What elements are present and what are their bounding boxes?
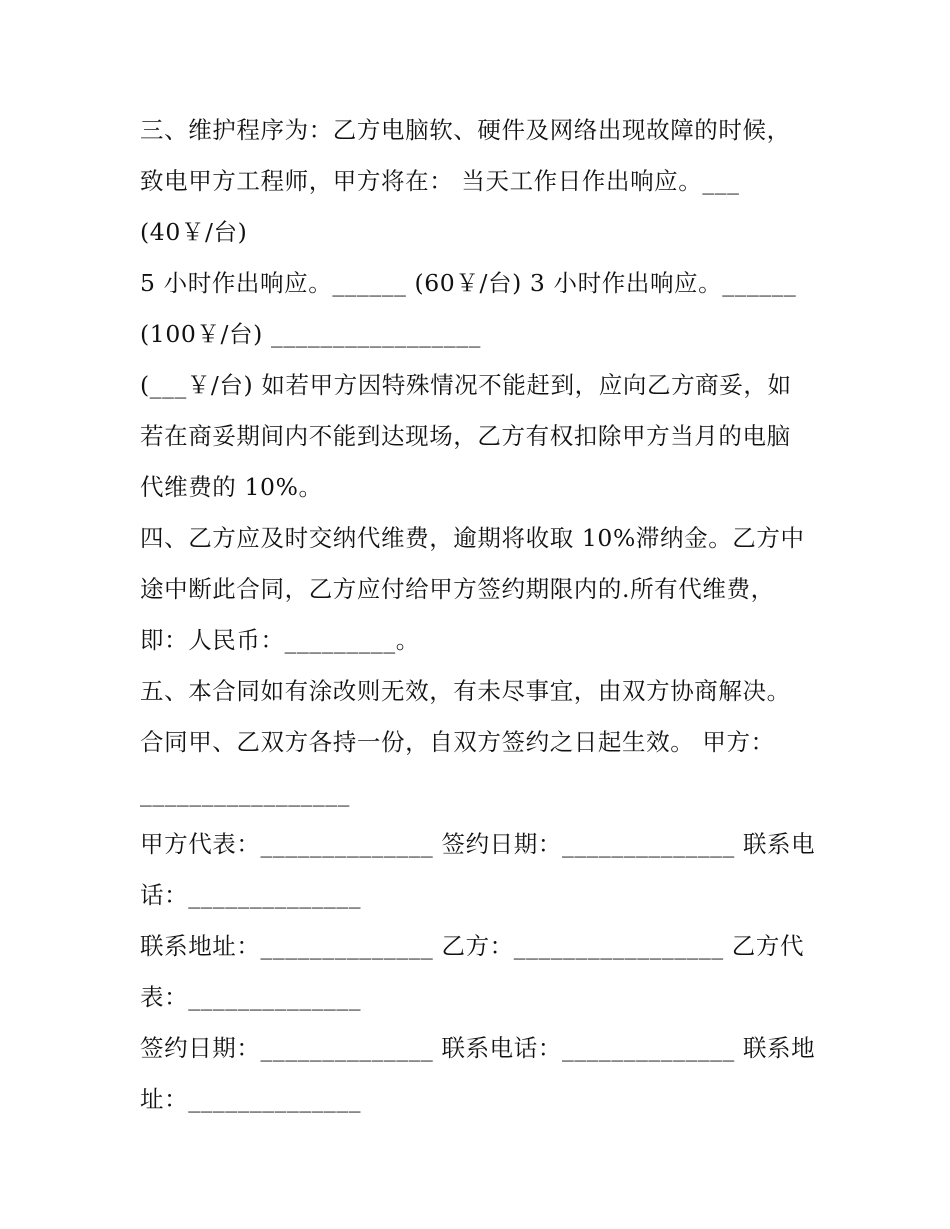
text-line: 签约日期：______________ 联系电话：______________ 联系地: [140, 1034, 816, 1062]
text-line: 代维费的 10%。: [140, 473, 323, 501]
text-line: 即：人民币：_________。: [140, 626, 420, 654]
text-line: 表：______________: [140, 983, 362, 1011]
text-line: (40￥/台): [140, 218, 248, 246]
text-line: 五、本合同如有涂改则无效，有未尽事宜，由双方协商解决。: [140, 677, 791, 705]
text-line: 甲方代表：______________ 签约日期：______________ 联系电: [140, 830, 816, 858]
text-line: (100￥/台) _________________: [140, 320, 481, 348]
document-page: [140, 105, 820, 1125]
text-line: 途中断此合同，乙方应付给甲方签约期限内的.所有代维费，: [140, 575, 775, 603]
text-line: 四、乙方应及时交纳代维费，逾期将收取 10%滞纳金。乙方中: [140, 524, 805, 552]
text-line: 若在商妥期间内不能到达现场，乙方有权扣除甲方当月的电脑: [140, 422, 791, 450]
text-line: 合同甲、乙双方各持一份，自双方签约之日起生效。 甲方：: [140, 728, 775, 756]
text-line: 话：______________: [140, 881, 362, 909]
text-line: 5 小时作出响应。______ (60￥/台) 3 小时作出响应。______: [140, 269, 797, 297]
text-line: (___￥/台) 如若甲方因特殊情况不能赶到，应向乙方商妥，如: [140, 371, 792, 399]
text-line: _________________: [140, 779, 350, 807]
text-line: 址：______________: [140, 1085, 362, 1113]
text-line: 三、维护程序为：乙方电脑软、硬件及网络出现故障的时候，: [140, 116, 791, 144]
text-line: 联系地址：______________ 乙方：_________________ 乙方代: [140, 932, 805, 960]
text-line: 致电甲方工程师，甲方将在： 当天工作日作出响应。___: [140, 167, 740, 195]
